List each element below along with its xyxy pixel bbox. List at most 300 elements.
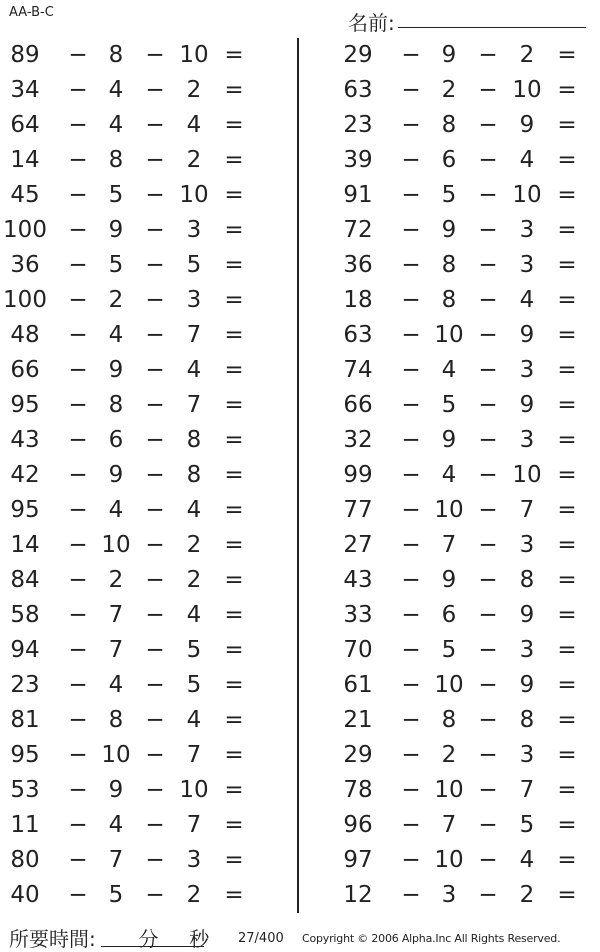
problem-row <box>0 143 270 178</box>
problem-row <box>333 633 600 668</box>
problem-row <box>333 178 600 213</box>
subtrahend-2: 10 <box>179 777 209 803</box>
subtrahend-2: 8 <box>519 567 535 593</box>
equals-sign: = <box>557 427 577 453</box>
problem-row <box>0 108 270 143</box>
problem-row <box>333 493 600 528</box>
problem-row <box>0 458 270 493</box>
subtrahend-1: 9 <box>108 357 124 383</box>
equals-sign: = <box>557 392 577 418</box>
subtrahend-1: 5 <box>441 637 457 663</box>
subtrahend-2: 10 <box>512 77 542 103</box>
equals-sign: = <box>557 532 577 558</box>
minuend: 40 <box>10 882 40 908</box>
subtrahend-1: 10 <box>434 322 464 348</box>
subtrahend-2: 2 <box>186 532 202 558</box>
minus-sign: − <box>401 42 421 68</box>
minus-sign: − <box>145 287 165 313</box>
seconds-unit: 秒 <box>189 927 210 951</box>
equals-sign: = <box>557 637 577 663</box>
minus-sign: − <box>478 672 498 698</box>
minus-sign: − <box>145 182 165 208</box>
minuend: 58 <box>10 602 40 628</box>
minus-sign: − <box>68 882 88 908</box>
minus-sign: − <box>145 357 165 383</box>
problem-row <box>0 388 270 423</box>
subtrahend-1: 6 <box>441 147 457 173</box>
minus-sign: − <box>478 392 498 418</box>
problem-row <box>0 773 270 808</box>
minus-sign: − <box>478 462 498 488</box>
subtrahend-1: 7 <box>108 637 124 663</box>
subtrahend-2: 3 <box>519 427 535 453</box>
minus-sign: − <box>68 497 88 523</box>
minus-sign: − <box>145 742 165 768</box>
minus-sign: − <box>401 357 421 383</box>
minuend: 74 <box>343 357 373 383</box>
subtrahend-1: 8 <box>108 707 124 733</box>
equals-sign: = <box>557 77 577 103</box>
minus-sign: − <box>478 252 498 278</box>
subtrahend-1: 8 <box>441 252 457 278</box>
minus-sign: − <box>401 77 421 103</box>
equals-sign: = <box>557 112 577 138</box>
minus-sign: − <box>145 462 165 488</box>
subtrahend-1: 10 <box>434 847 464 873</box>
minus-sign: − <box>68 637 88 663</box>
problem-row <box>333 458 600 493</box>
equals-sign: = <box>557 567 577 593</box>
subtrahend-2: 8 <box>519 707 535 733</box>
problem-row <box>0 73 270 108</box>
minus-sign: − <box>401 812 421 838</box>
minus-sign: − <box>145 882 165 908</box>
subtrahend-2: 2 <box>519 882 535 908</box>
subtrahend-2: 3 <box>186 217 202 243</box>
subtrahend-2: 5 <box>186 252 202 278</box>
subtrahend-1: 7 <box>441 532 457 558</box>
problem-row <box>0 668 270 703</box>
minuend: 81 <box>10 707 40 733</box>
minus-sign: − <box>145 602 165 628</box>
subtrahend-1: 2 <box>108 567 124 593</box>
subtrahend-1: 10 <box>434 672 464 698</box>
subtrahend-1: 4 <box>108 672 124 698</box>
subtrahend-2: 3 <box>519 742 535 768</box>
minus-sign: − <box>68 672 88 698</box>
minus-sign: − <box>145 812 165 838</box>
subtrahend-2: 4 <box>186 357 202 383</box>
equals-sign: = <box>224 707 244 733</box>
problem-row <box>333 843 600 878</box>
minus-sign: − <box>478 602 498 628</box>
minus-sign: − <box>401 882 421 908</box>
minuend: 29 <box>343 742 373 768</box>
minuend: 100 <box>3 217 47 243</box>
equals-sign: = <box>224 462 244 488</box>
minus-sign: − <box>478 112 498 138</box>
minus-sign: − <box>478 182 498 208</box>
minus-sign: − <box>145 672 165 698</box>
minus-sign: − <box>68 427 88 453</box>
subtrahend-1: 7 <box>108 847 124 873</box>
equals-sign: = <box>557 252 577 278</box>
subtrahend-1: 6 <box>108 427 124 453</box>
minuend: 94 <box>10 637 40 663</box>
subtrahend-1: 2 <box>441 742 457 768</box>
subtrahend-2: 9 <box>519 112 535 138</box>
subtrahend-2: 10 <box>179 182 209 208</box>
subtrahend-2: 3 <box>519 357 535 383</box>
minus-sign: − <box>145 42 165 68</box>
problem-row <box>333 773 600 808</box>
minuend: 36 <box>343 252 373 278</box>
problem-row <box>0 843 270 878</box>
subtrahend-1: 9 <box>441 427 457 453</box>
minus-sign: − <box>401 637 421 663</box>
minus-sign: − <box>401 427 421 453</box>
subtrahend-1: 6 <box>441 602 457 628</box>
minus-sign: − <box>68 287 88 313</box>
subtrahend-2: 2 <box>186 147 202 173</box>
minuend: 11 <box>10 812 40 838</box>
minus-sign: − <box>478 812 498 838</box>
equals-sign: = <box>557 812 577 838</box>
minus-sign: − <box>401 567 421 593</box>
minuend: 80 <box>10 847 40 873</box>
equals-sign: = <box>557 357 577 383</box>
minus-sign: − <box>145 532 165 558</box>
equals-sign: = <box>557 182 577 208</box>
subtrahend-1: 4 <box>441 357 457 383</box>
subtrahend-1: 5 <box>441 392 457 418</box>
minus-sign: − <box>145 777 165 803</box>
problem-row <box>333 808 600 843</box>
minus-sign: − <box>401 497 421 523</box>
minus-sign: − <box>401 147 421 173</box>
equals-sign: = <box>224 287 244 313</box>
problem-row <box>333 353 600 388</box>
minus-sign: − <box>401 252 421 278</box>
minus-sign: − <box>68 847 88 873</box>
equals-sign: = <box>224 497 244 523</box>
equals-sign: = <box>224 847 244 873</box>
subtrahend-1: 10 <box>434 497 464 523</box>
minuend: 32 <box>343 427 373 453</box>
minus-sign: − <box>68 322 88 348</box>
minus-sign: − <box>401 742 421 768</box>
minuend: 53 <box>10 777 40 803</box>
subtrahend-2: 5 <box>519 812 535 838</box>
minuend: 36 <box>10 252 40 278</box>
minus-sign: − <box>68 742 88 768</box>
minus-sign: − <box>145 497 165 523</box>
problem-row <box>333 598 600 633</box>
minuend: 95 <box>10 497 40 523</box>
equals-sign: = <box>224 637 244 663</box>
minuend: 43 <box>343 567 373 593</box>
equals-sign: = <box>557 882 577 908</box>
problem-row <box>0 38 270 73</box>
equals-sign: = <box>557 462 577 488</box>
subtrahend-2: 7 <box>186 812 202 838</box>
problem-row <box>333 878 600 913</box>
problem-row <box>333 38 600 73</box>
minus-sign: − <box>145 567 165 593</box>
equals-sign: = <box>224 77 244 103</box>
subtrahend-2: 2 <box>519 42 535 68</box>
equals-sign: = <box>224 602 244 628</box>
minus-sign: − <box>145 427 165 453</box>
subtrahend-1: 9 <box>441 42 457 68</box>
subtrahend-2: 9 <box>519 322 535 348</box>
problem-row <box>0 528 270 563</box>
minus-sign: − <box>145 112 165 138</box>
subtrahend-1: 4 <box>108 322 124 348</box>
subtrahend-1: 5 <box>108 882 124 908</box>
subtrahend-2: 3 <box>186 287 202 313</box>
subtrahend-2: 7 <box>519 497 535 523</box>
problem-row <box>0 563 270 598</box>
minus-sign: − <box>68 112 88 138</box>
subtrahend-1: 4 <box>441 462 457 488</box>
minuend: 95 <box>10 742 40 768</box>
equals-sign: = <box>224 217 244 243</box>
minuend: 97 <box>343 847 373 873</box>
subtrahend-2: 4 <box>519 847 535 873</box>
minuend: 100 <box>3 287 47 313</box>
elapsed-time-label: 所要時間: <box>9 927 96 951</box>
minus-sign: − <box>401 112 421 138</box>
subtrahend-2: 7 <box>186 322 202 348</box>
minuend: 33 <box>343 602 373 628</box>
subtrahend-2: 2 <box>186 882 202 908</box>
problem-row <box>0 318 270 353</box>
minuend: 96 <box>343 812 373 838</box>
problem-row <box>0 248 270 283</box>
minus-sign: − <box>145 392 165 418</box>
minus-sign: − <box>401 847 421 873</box>
subtrahend-1: 5 <box>441 182 457 208</box>
minus-sign: − <box>478 882 498 908</box>
minuend: 14 <box>10 147 40 173</box>
equals-sign: = <box>557 672 577 698</box>
minus-sign: − <box>145 252 165 278</box>
equals-sign: = <box>224 147 244 173</box>
minuend: 72 <box>343 217 373 243</box>
minuend: 66 <box>343 392 373 418</box>
minuend: 66 <box>10 357 40 383</box>
page-number: 27/400 <box>238 931 284 946</box>
subtrahend-2: 4 <box>186 112 202 138</box>
minus-sign: − <box>401 182 421 208</box>
subtrahend-2: 4 <box>519 147 535 173</box>
equals-sign: = <box>224 567 244 593</box>
minuend: 84 <box>10 567 40 593</box>
minus-sign: − <box>478 707 498 733</box>
problem-row <box>333 108 600 143</box>
problem-row <box>333 423 600 458</box>
subtrahend-1: 4 <box>108 77 124 103</box>
time-write-line <box>101 946 204 947</box>
minus-sign: − <box>145 707 165 733</box>
minus-sign: − <box>478 427 498 453</box>
minus-sign: − <box>68 392 88 418</box>
name-write-line <box>398 27 586 28</box>
problem-row <box>333 738 600 773</box>
minus-sign: − <box>478 147 498 173</box>
minus-sign: − <box>401 322 421 348</box>
problem-row <box>0 353 270 388</box>
problem-row <box>333 563 600 598</box>
subtrahend-2: 3 <box>519 637 535 663</box>
minus-sign: − <box>68 602 88 628</box>
elapsed-time-field <box>9 923 209 952</box>
minus-sign: − <box>68 812 88 838</box>
subtrahend-2: 2 <box>186 567 202 593</box>
minuend: 23 <box>10 672 40 698</box>
minus-sign: − <box>401 287 421 313</box>
minus-sign: − <box>68 217 88 243</box>
name-label: 名前: <box>348 11 395 35</box>
minuend: 18 <box>343 287 373 313</box>
minuend: 78 <box>343 777 373 803</box>
subtrahend-1: 9 <box>441 217 457 243</box>
minus-sign: − <box>478 287 498 313</box>
subtrahend-2: 10 <box>179 42 209 68</box>
subtrahend-2: 7 <box>519 777 535 803</box>
problem-row <box>333 318 600 353</box>
problem-row <box>333 143 600 178</box>
subtrahend-2: 7 <box>186 742 202 768</box>
equals-sign: = <box>224 742 244 768</box>
minus-sign: − <box>68 357 88 383</box>
equals-sign: = <box>557 847 577 873</box>
subtrahend-2: 8 <box>186 462 202 488</box>
column-divider <box>297 38 299 913</box>
minus-sign: − <box>145 322 165 348</box>
minus-sign: − <box>145 847 165 873</box>
subtrahend-2: 10 <box>512 462 542 488</box>
problem-row <box>0 423 270 458</box>
problem-row <box>0 703 270 738</box>
subtrahend-2: 5 <box>186 637 202 663</box>
subtrahend-1: 5 <box>108 182 124 208</box>
minus-sign: − <box>401 532 421 558</box>
equals-sign: = <box>224 252 244 278</box>
minus-sign: − <box>145 217 165 243</box>
minus-sign: − <box>401 462 421 488</box>
problem-row <box>0 283 270 318</box>
minuend: 63 <box>343 77 373 103</box>
minus-sign: − <box>478 497 498 523</box>
minuend: 34 <box>10 77 40 103</box>
minus-sign: − <box>68 567 88 593</box>
subtrahend-2: 5 <box>186 672 202 698</box>
minuend: 45 <box>10 182 40 208</box>
equals-sign: = <box>224 882 244 908</box>
minus-sign: − <box>478 637 498 663</box>
minuend: 23 <box>343 112 373 138</box>
worksheet-code: AA-B-C <box>9 5 54 20</box>
minus-sign: − <box>478 322 498 348</box>
minuend: 43 <box>10 427 40 453</box>
subtrahend-1: 2 <box>108 287 124 313</box>
subtrahend-2: 9 <box>519 602 535 628</box>
equals-sign: = <box>224 777 244 803</box>
equals-sign: = <box>557 42 577 68</box>
minus-sign: − <box>68 707 88 733</box>
minus-sign: − <box>145 147 165 173</box>
subtrahend-1: 9 <box>108 217 124 243</box>
problem-row <box>333 668 600 703</box>
minus-sign: − <box>478 217 498 243</box>
minus-sign: − <box>68 532 88 558</box>
minus-sign: − <box>401 602 421 628</box>
problem-row <box>0 738 270 773</box>
subtrahend-2: 4 <box>186 602 202 628</box>
minuend: 89 <box>10 42 40 68</box>
minuend: 63 <box>343 322 373 348</box>
subtrahend-1: 8 <box>441 287 457 313</box>
minuend: 99 <box>343 462 373 488</box>
subtrahend-1: 9 <box>108 777 124 803</box>
subtrahend-2: 4 <box>186 497 202 523</box>
minus-sign: − <box>145 77 165 103</box>
subtrahend-1: 8 <box>108 42 124 68</box>
subtrahend-2: 4 <box>186 707 202 733</box>
equals-sign: = <box>557 497 577 523</box>
minuend: 39 <box>343 147 373 173</box>
minus-sign: − <box>401 672 421 698</box>
subtrahend-2: 9 <box>519 672 535 698</box>
minuend: 64 <box>10 112 40 138</box>
subtrahend-1: 8 <box>108 147 124 173</box>
subtrahend-2: 10 <box>512 182 542 208</box>
minus-sign: − <box>478 77 498 103</box>
subtrahend-1: 8 <box>441 112 457 138</box>
minus-sign: − <box>478 357 498 383</box>
minus-sign: − <box>478 567 498 593</box>
subtrahend-1: 7 <box>441 812 457 838</box>
subtrahend-1: 10 <box>101 532 131 558</box>
equals-sign: = <box>557 322 577 348</box>
problem-row <box>0 633 270 668</box>
equals-sign: = <box>557 602 577 628</box>
problem-row <box>333 703 600 738</box>
minuend: 29 <box>343 42 373 68</box>
subtrahend-1: 5 <box>108 252 124 278</box>
problem-row <box>0 808 270 843</box>
subtrahend-2: 3 <box>519 532 535 558</box>
minus-sign: − <box>68 252 88 278</box>
subtrahend-1: 9 <box>441 567 457 593</box>
subtrahend-2: 3 <box>519 217 535 243</box>
subtrahend-1: 9 <box>108 462 124 488</box>
subtrahend-1: 7 <box>108 602 124 628</box>
minuend: 12 <box>343 882 373 908</box>
minuend: 61 <box>343 672 373 698</box>
subtrahend-2: 7 <box>186 392 202 418</box>
equals-sign: = <box>224 427 244 453</box>
subtrahend-1: 10 <box>434 777 464 803</box>
minus-sign: − <box>478 532 498 558</box>
subtrahend-1: 2 <box>441 77 457 103</box>
minus-sign: − <box>401 392 421 418</box>
minus-sign: − <box>478 847 498 873</box>
minuend: 95 <box>10 392 40 418</box>
problem-row <box>333 388 600 423</box>
